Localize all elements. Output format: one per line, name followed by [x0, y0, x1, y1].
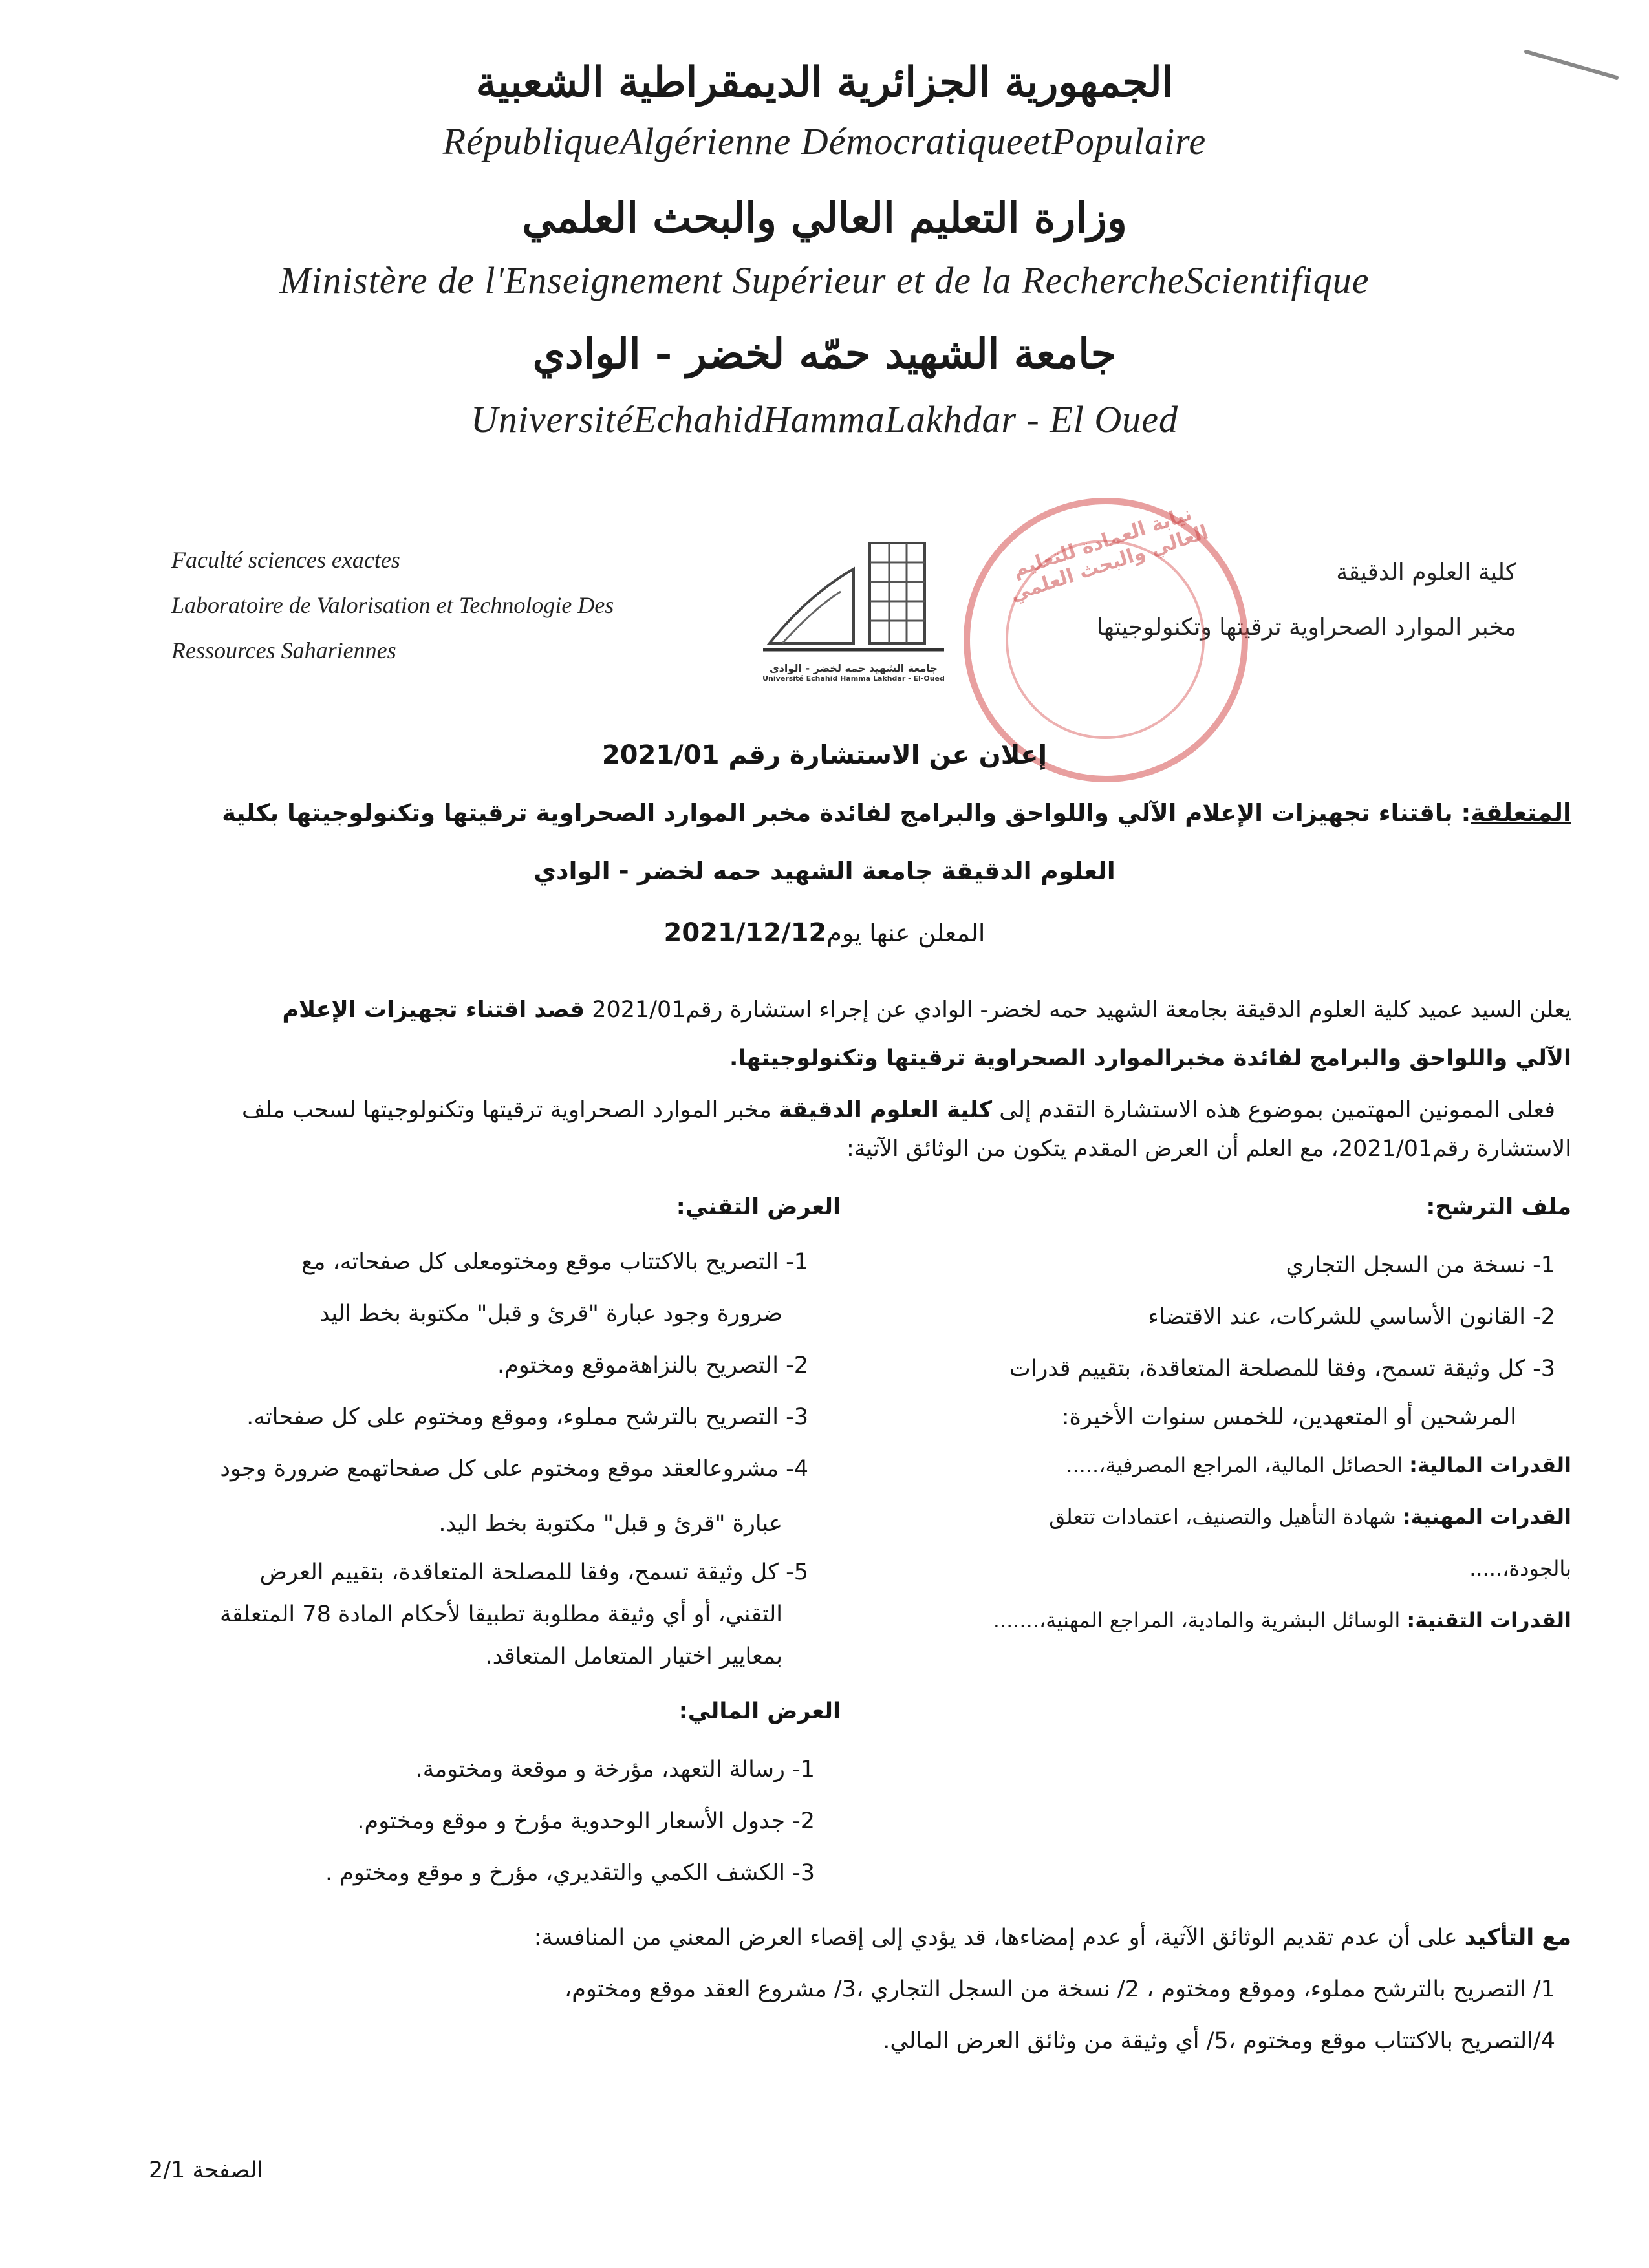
confirmation-line3: 4/التصريح بالاكتتاب موقع ومختوم ،5/ أي وثيقة من وثائق العرض المالي. [883, 2028, 1555, 2054]
stamp-text: نيابة العمادة للتعليم العالي والبحث العلمي [1008, 502, 1211, 606]
technical-item-4-line1: 4- مشروعالعقد موقع ومختوم على كل صفحاتهمع ضرورة وجود [220, 1456, 808, 1482]
intro-p2-text-b: مخبر الموارد الصحراوية ترقيتها وتكنولوجيتها لسحب ملف [242, 1097, 779, 1123]
technical-item-1-line2: ضرورة وجود عبارة "قرئ و قبل" مكتوبة بخط اليد [319, 1301, 782, 1327]
candidature-item-3-line2: المرشحين أو المتعهدين، للخمس سنوات الأخيرة: [1061, 1404, 1516, 1430]
technical-item-1-line1: 1- التصريح بالاكتتاب موقع ومختومعلى كل صفحاته، مع [301, 1249, 808, 1275]
technical-item-5-line3: بمعايير اختيار المتعامل المتعاقد. [485, 1643, 782, 1669]
announced-label: المعلن عنها يوم [826, 919, 986, 947]
fr-lab-label-1: Laboratoire de Valorisation et Technologie Des [171, 592, 614, 618]
technical-heading: العرض التقني: [676, 1194, 841, 1220]
header-ar-ministry: وزارة التعليم العالي والبحث العلمي [522, 194, 1127, 242]
pen-mark-icon [1520, 39, 1623, 91]
header-ar-university: جامعة الشهيد حمّه لخضر - الوادي [532, 330, 1117, 378]
technical-item-3: 3- التصريح بالترشح مملوء، وموقع ومختوم على كل صفحاته. [246, 1404, 808, 1430]
subject-label: المتعلقة [1471, 798, 1571, 827]
capacity-professional-text: شهادة التأهيل والتصنيف، اعتمادات تتعلق [1049, 1504, 1403, 1529]
technical-item-4-line2: عبارة "قرئ و قبل" مكتوبة بخط اليد. [438, 1511, 782, 1537]
notice-subject-line2: العلوم الدقيقة جامعة الشهيد حمه لخضر - الوادي [534, 857, 1116, 885]
announced-date: 2021/12/12 [663, 918, 827, 948]
logo-caption-fr: Université Echahid Hamma Lakhdar - El-Oued [762, 674, 945, 683]
header-fr-ministry: Ministère de l'Enseignement Supérieur et de la RechercheScientifique [279, 259, 1370, 301]
intro-p1-line1 [282, 999, 1571, 1022]
candidature-item-2: 2- القانون الأساسي للشركات، عند الاقتضاء [1148, 1304, 1555, 1330]
header-ar-republic: الجمهورية الجزائرية الديمقراطية الشعبية [475, 58, 1174, 107]
financial-heading: العرض المالي: [678, 1698, 841, 1724]
capacity-professional-label: القدرات المهنية: [1402, 1504, 1571, 1529]
intro-p2-text-a: فعلى الممونين المهتمين بموضوع هذه الاستشارة التقدم إلى [992, 1097, 1555, 1123]
announced-line [0, 918, 1649, 948]
intro-p2-line2: الاستشارة رقم2021/01، مع العلم أن العرض المقدم يتكون من الوثائق الآتية: [846, 1136, 1571, 1162]
capacity-financial-text: الحصائل المالية، المراجع المصرفية،..... [1066, 1453, 1410, 1477]
notice-title: إعلان عن الاستشارة رقم 2021/01 [601, 740, 1048, 770]
financial-item-2: 2- جدول الأسعار الوحدوية مؤرخ و موقع ومختوم. [357, 1808, 815, 1834]
header-fr-university: UniversitéEchahidHammaLakhdar - El Oued [470, 398, 1179, 440]
capacity-financial [1066, 1455, 1571, 1475]
confirmation-line1 [534, 1927, 1571, 1949]
confirmation-bold: مع التأكيد [1464, 1925, 1571, 1951]
technical-item-5-line2: التقني، أو أي وثيقة مطلوبة تطبيقا لأحكام المادة 78 المتعلقة [220, 1601, 782, 1627]
capacity-financial-label: القدرات المالية: [1409, 1453, 1571, 1477]
fr-lab-label-2: Ressources Sahariennes [171, 637, 396, 663]
technical-item-2: 2- التصريح بالنزاهةموقع ومختوم. [497, 1353, 808, 1378]
university-building-icon [757, 530, 951, 659]
intro-p2-bold: كلية العلوم الدقيقة [778, 1097, 993, 1123]
capacity-technical-label: القدرات التقنية: [1406, 1608, 1571, 1632]
capacity-professional-line2: بالجودة،..... [1469, 1556, 1571, 1581]
financial-item-1: 1- رسالة التعهد، مؤرخة و موقعة ومختومة. [415, 1757, 815, 1782]
ar-lab-label: مخبر الموارد الصحراوية ترقيتها وتكنولوجيتها [1096, 614, 1516, 641]
ar-faculty-label: كلية العلوم الدقيقة [1336, 559, 1516, 586]
confirmation-text: على أن عدم تقديم الوثائق الآتية، أو عدم إمضاءها، قد يؤدي إلى إقصاء العرض المعني من المنافسة: [534, 1925, 1465, 1951]
candidature-item-1: 1- نسخة من السجل التجاري [1286, 1252, 1555, 1278]
university-logo [757, 530, 951, 685]
confirmation-line2: 1/ التصريح بالترشح مملوء، وموقع ومختوم ، 2/ نسخة من السجل التجاري ،3/ مشروع العقد موقع ومختوم، [564, 1976, 1555, 2002]
intro-p1-line2: الآلي واللواحق والبرامج لفائدة مخبرالموارد الصحراوية ترقيتها وتكنولوجيتها. [729, 1045, 1571, 1071]
intro-p1-text: يعلن السيد عميد كلية العلوم الدقيقة بجامعة الشهيد حمه لخضر- الوادي عن إجراء استشارة رقم2021/01 [585, 997, 1571, 1023]
capacity-technical [993, 1610, 1571, 1631]
header-fr-republic: RépubliqueAlgérienne DémocratiqueetPopulaire [442, 120, 1207, 162]
intro-p2-line1 [242, 1099, 1555, 1122]
intro-p1-bold: قصد اقتناء تجهيزات الإعلام [282, 997, 585, 1023]
page-number: الصفحة 2/1 [149, 2157, 264, 2183]
technical-item-5-line1: 5- كل وثيقة تسمح، وفقا للمصلحة المتعاقدة، بتقييم العرض [259, 1559, 808, 1585]
subject-text-1: : باقتناء تجهيزات الإعلام الآلي واللواحق والبرامج لفائدة مخبر الموارد الصحراوية ترقيتها وتكنولوجيتها بكلية [222, 799, 1471, 827]
candidature-heading: ملف الترشح: [1426, 1194, 1571, 1220]
logo-caption-ar: جامعة الشهيد حمه لخضر - الوادي [770, 662, 938, 674]
capacity-technical-text: الوسائل البشرية والمادية، المراجع المهنية،....... [993, 1608, 1407, 1632]
official-stamp [964, 498, 1248, 782]
notice-subject-line1 [222, 798, 1571, 827]
candidature-item-3-line1: 3- كل وثيقة تسمح، وفقا للمصلحة المتعاقدة، بتقييم قدرات [1009, 1356, 1555, 1382]
fr-faculty-label: Faculté sciences exactes [171, 547, 400, 573]
financial-item-3: 3- الكشف الكمي والتقديري، مؤرخ و موقع ومختوم . [325, 1860, 815, 1886]
capacity-professional [1049, 1506, 1571, 1527]
